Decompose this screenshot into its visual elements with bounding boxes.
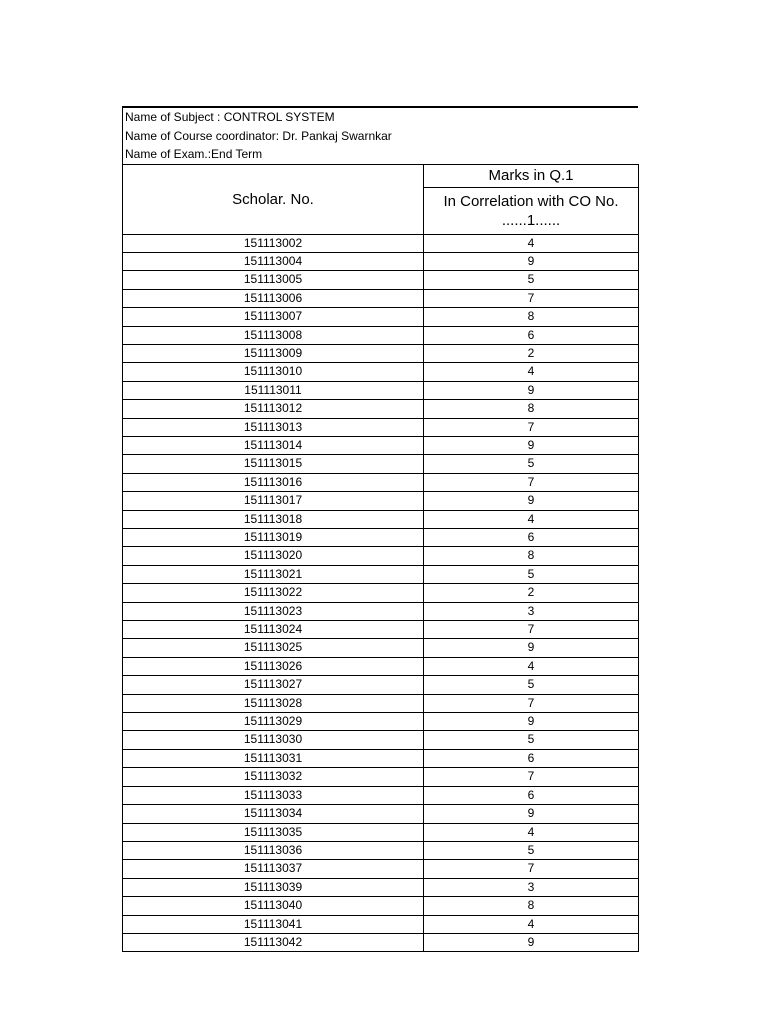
mark-cell: 2 <box>424 584 639 602</box>
table-row <box>123 897 639 915</box>
table-row <box>123 933 639 951</box>
marks-table <box>122 164 639 953</box>
mark-cell: 4 <box>424 915 639 933</box>
table-row <box>123 308 639 326</box>
mark-cell: 5 <box>424 731 639 749</box>
mark-cell: 9 <box>424 639 639 657</box>
scholar-no-cell: 151113015 <box>123 455 424 473</box>
mark-cell: 8 <box>424 547 639 565</box>
mark-cell: 9 <box>424 933 639 951</box>
scholar-no-cell: 151113039 <box>123 878 424 896</box>
mark-cell: 9 <box>424 252 639 270</box>
table-row <box>123 510 639 528</box>
mark-cell: 5 <box>424 841 639 859</box>
table-row <box>123 289 639 307</box>
scholar-no-cell: 151113031 <box>123 749 424 767</box>
table-row <box>123 915 639 933</box>
mark-cell: 6 <box>424 786 639 804</box>
mark-cell: 5 <box>424 271 639 289</box>
mark-cell: 9 <box>424 805 639 823</box>
table-row <box>123 455 639 473</box>
scholar-no-cell: 151113005 <box>123 271 424 289</box>
table-row <box>123 252 639 270</box>
scholar-no-cell: 151113022 <box>123 584 424 602</box>
scholar-no-cell: 151113018 <box>123 510 424 528</box>
mark-cell: 4 <box>424 657 639 675</box>
scholar-no-cell: 151113013 <box>123 418 424 436</box>
table-row <box>123 805 639 823</box>
scholar-no-cell: 151113033 <box>123 786 424 804</box>
scholar-no-cell: 151113035 <box>123 823 424 841</box>
table-row <box>123 602 639 620</box>
scholar-no-cell: 151113019 <box>123 529 424 547</box>
table-header-row <box>123 164 639 187</box>
scholar-no-cell: 151113028 <box>123 694 424 712</box>
exam-name: Name of Exam.:End Term <box>125 147 263 161</box>
scholar-no-cell: 151113006 <box>123 289 424 307</box>
scholar-no-cell: 151113030 <box>123 731 424 749</box>
mark-cell: 8 <box>424 308 639 326</box>
scholar-no-cell: 151113012 <box>123 400 424 418</box>
table-row <box>123 418 639 436</box>
table-row <box>123 731 639 749</box>
mark-cell: 4 <box>424 363 639 381</box>
table-row <box>123 713 639 731</box>
table-row <box>123 492 639 510</box>
mark-cell: 3 <box>424 602 639 620</box>
scholar-no-cell: 151113042 <box>123 933 424 951</box>
table-row <box>123 878 639 896</box>
scholar-no-cell: 151113008 <box>123 326 424 344</box>
scholar-no-cell: 151113009 <box>123 344 424 362</box>
scholar-no-cell: 151113007 <box>123 308 424 326</box>
scholar-no-cell: 151113032 <box>123 768 424 786</box>
mark-cell: 8 <box>424 400 639 418</box>
mark-cell: 7 <box>424 418 639 436</box>
scholar-no-cell: 151113029 <box>123 713 424 731</box>
table-row <box>123 363 639 381</box>
table-row <box>123 694 639 712</box>
scholar-no-cell: 151113020 <box>123 547 424 565</box>
scholar-no-cell: 151113024 <box>123 621 424 639</box>
mark-cell: 4 <box>424 823 639 841</box>
table-row <box>123 271 639 289</box>
table-row <box>123 786 639 804</box>
table-row <box>123 400 639 418</box>
co-correlation-header <box>424 187 639 234</box>
table-row <box>123 621 639 639</box>
scholar-no-cell: 151113027 <box>123 676 424 694</box>
mark-cell: 3 <box>424 878 639 896</box>
scholar-no-header: Scholar. No. <box>123 164 424 234</box>
mark-cell: 7 <box>424 694 639 712</box>
table-row <box>123 436 639 454</box>
mark-cell: 6 <box>424 529 639 547</box>
table-row <box>123 657 639 675</box>
scholar-no-cell: 151113034 <box>123 805 424 823</box>
scholar-no-cell: 151113026 <box>123 657 424 675</box>
mark-cell: 5 <box>424 676 639 694</box>
scholar-no-cell: 151113021 <box>123 565 424 583</box>
table-row <box>123 841 639 859</box>
mark-cell: 9 <box>424 436 639 454</box>
mark-cell: 7 <box>424 473 639 491</box>
mark-cell: 5 <box>424 565 639 583</box>
course-coordinator: Name of Course coordinator: Dr. Pankaj Swarnkar <box>125 128 392 143</box>
mark-cell: 7 <box>424 621 639 639</box>
mark-cell: 7 <box>424 289 639 307</box>
scholar-no-cell: 151113040 <box>123 897 424 915</box>
table-row <box>123 639 639 657</box>
mark-cell: 4 <box>424 510 639 528</box>
table-row <box>123 234 639 252</box>
table-row <box>123 860 639 878</box>
scholar-no-cell: 151113025 <box>123 639 424 657</box>
scholar-no-cell: 151113014 <box>123 436 424 454</box>
mark-cell: 9 <box>424 492 639 510</box>
mark-cell: 6 <box>424 326 639 344</box>
table-row <box>123 749 639 767</box>
table-row <box>123 326 639 344</box>
mark-cell: 9 <box>424 381 639 399</box>
subject-name: Name of Subject : CONTROL SYSTEM <box>125 110 335 124</box>
marks-sheet <box>122 106 638 952</box>
scholar-no-cell: 151113023 <box>123 602 424 620</box>
scholar-no-cell: 151113037 <box>123 860 424 878</box>
scholar-no-cell: 151113002 <box>123 234 424 252</box>
table-row <box>123 676 639 694</box>
mark-cell: 7 <box>424 768 639 786</box>
scholar-no-cell: 151113041 <box>123 915 424 933</box>
mark-cell: 4 <box>424 234 639 252</box>
table-row <box>123 823 639 841</box>
exam-info-block <box>122 106 638 164</box>
table-row <box>123 344 639 362</box>
mark-cell: 2 <box>424 344 639 362</box>
scholar-no-cell: 151113004 <box>123 252 424 270</box>
mark-cell: 5 <box>424 455 639 473</box>
mark-cell: 7 <box>424 860 639 878</box>
scholar-no-cell: 151113011 <box>123 381 424 399</box>
table-row <box>123 768 639 786</box>
table-row <box>123 565 639 583</box>
marks-header: Marks in Q.1 <box>424 164 639 187</box>
marks-table-body <box>123 234 639 952</box>
table-row <box>123 584 639 602</box>
scholar-no-cell: 151113010 <box>123 363 424 381</box>
table-row <box>123 547 639 565</box>
scholar-no-cell: 151113016 <box>123 473 424 491</box>
scholar-no-cell: 151113036 <box>123 841 424 859</box>
table-row <box>123 529 639 547</box>
mark-cell: 6 <box>424 749 639 767</box>
table-row <box>123 381 639 399</box>
co-number: ......1...... <box>501 211 561 229</box>
table-row <box>123 473 639 491</box>
mark-cell: 9 <box>424 713 639 731</box>
scholar-no-cell: 151113017 <box>123 492 424 510</box>
mark-cell: 8 <box>424 897 639 915</box>
co-correlation-label: In Correlation with CO No. <box>443 192 619 210</box>
